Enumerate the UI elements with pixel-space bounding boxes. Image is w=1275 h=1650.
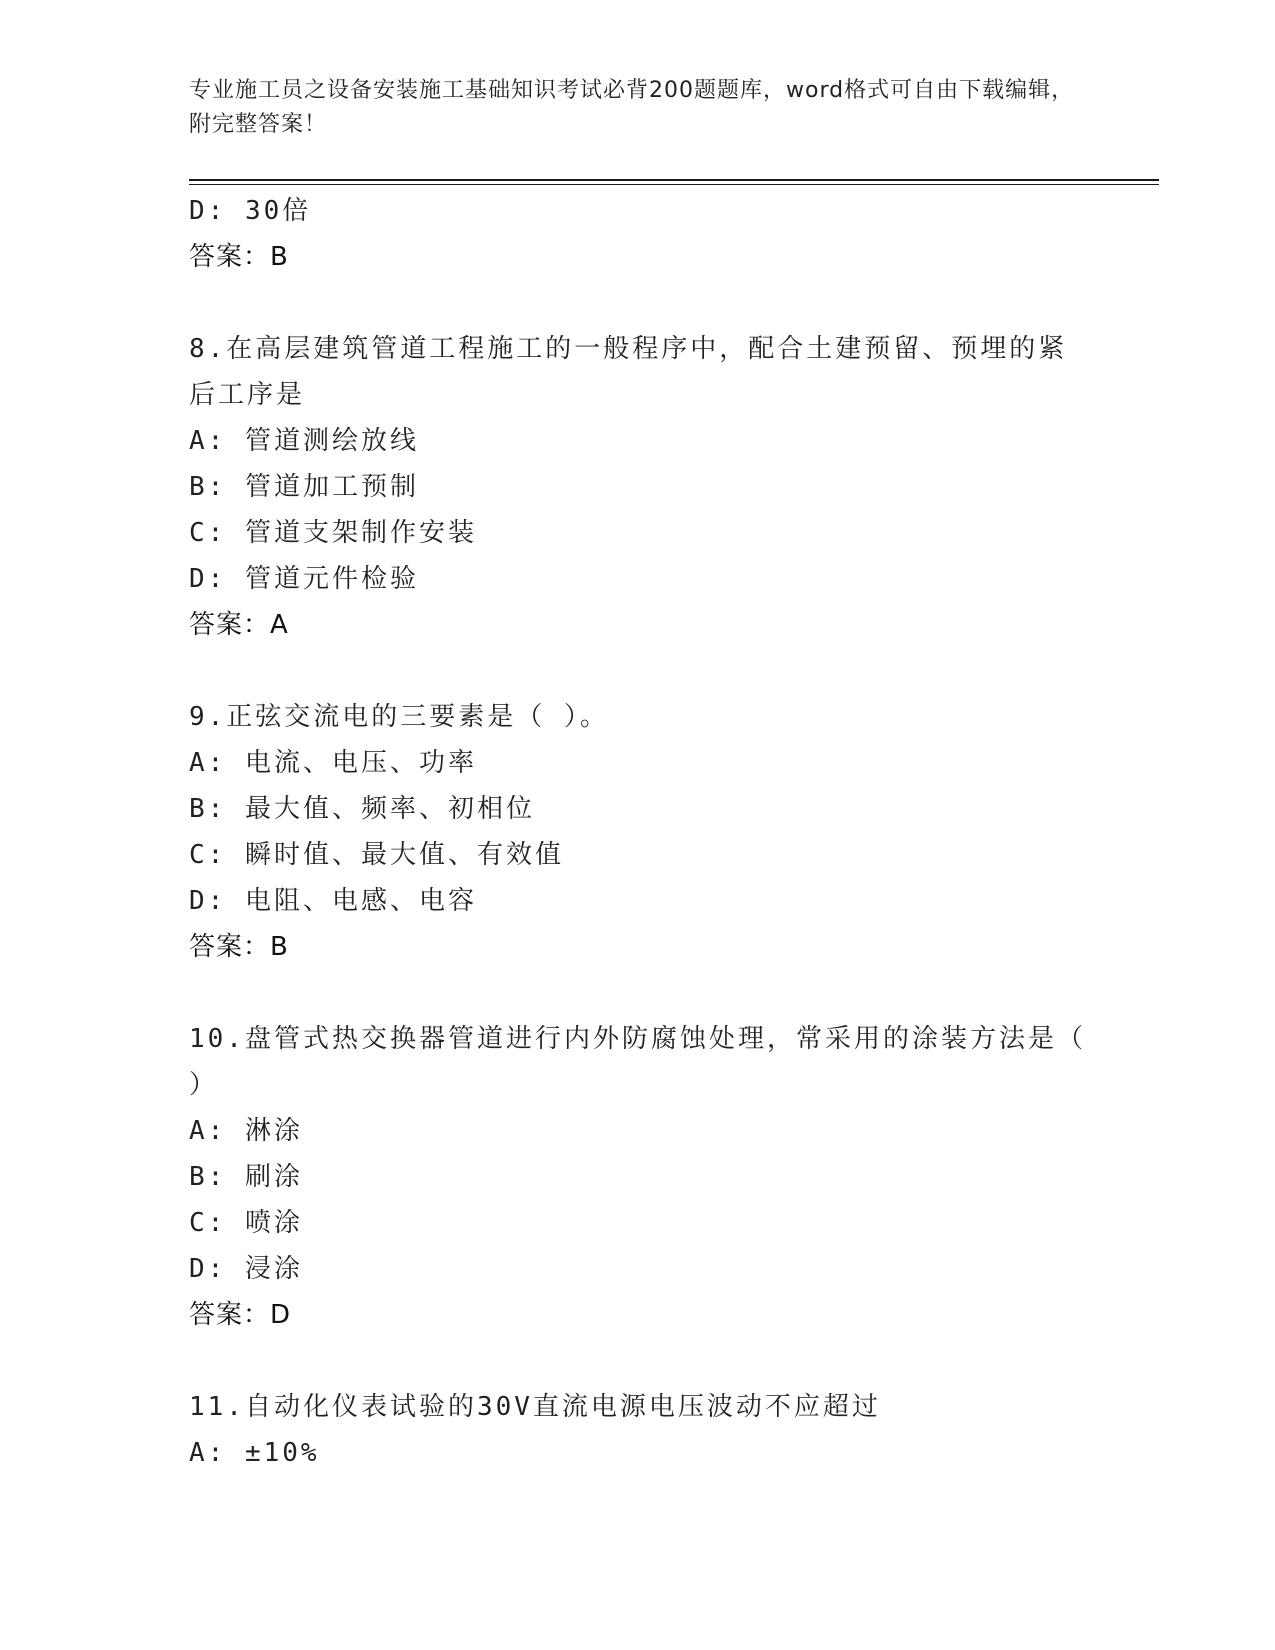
header-rule-thin [189,184,1159,185]
q9-answer: 答案：B [189,932,289,962]
q8-stem-line2: 后工序是 [189,380,306,410]
prev-answer: 答案：B [189,242,289,272]
q10-stem-line1: 10.盘管式热交换器管道进行内外防腐蚀处理，常采用的涂装方法是（ [189,1024,1086,1054]
q9-stem: 9.正弦交流电的三要素是（ ）。 [189,702,609,732]
q10-option-b: B: 刷涂 [189,1162,303,1192]
q9-option-a: A: 电流、电压、功率 [189,748,477,778]
q8-option-d: D: 管道元件检验 [189,564,419,594]
q8-option-c: C: 管道支架制作安装 [189,518,477,548]
q8-answer: 答案：A [189,610,289,640]
q10-answer: 答案：D [189,1300,292,1330]
q10-option-a: A: 淋涂 [189,1116,303,1146]
q9-option-b: B: 最大值、频率、初相位 [189,794,535,824]
q9-option-d: D: 电阻、电感、电容 [189,886,477,916]
q11-stem: 11.自动化仪表试验的30V直流电源电压波动不应超过 [189,1392,881,1422]
q9-option-c: C: 瞬时值、最大值、有效值 [189,840,564,870]
q8-option-b: B: 管道加工预制 [189,472,419,502]
document-header: 专业施工员之设备安装施工基础知识考试必背200题题库，word格式可自由下载编辑，附完整答案！ [189,78,1075,137]
q8-stem-line1: 8.在高层建筑管道工程施工的一般程序中，配合土建预留、预埋的紧 [189,334,1068,364]
q10-option-d: D: 浸涂 [189,1254,303,1284]
q10-option-c: C: 喷涂 [189,1208,303,1238]
header-rule-thick [189,179,1159,181]
q10-stem-line2: ） [189,1070,219,1100]
prev-option-d: D: 30倍 [189,196,312,226]
question-content [189,188,1089,1476]
q8-option-a: A: 管道测绘放线 [189,426,419,456]
q11-option-a: A: ±10% [189,1438,320,1468]
